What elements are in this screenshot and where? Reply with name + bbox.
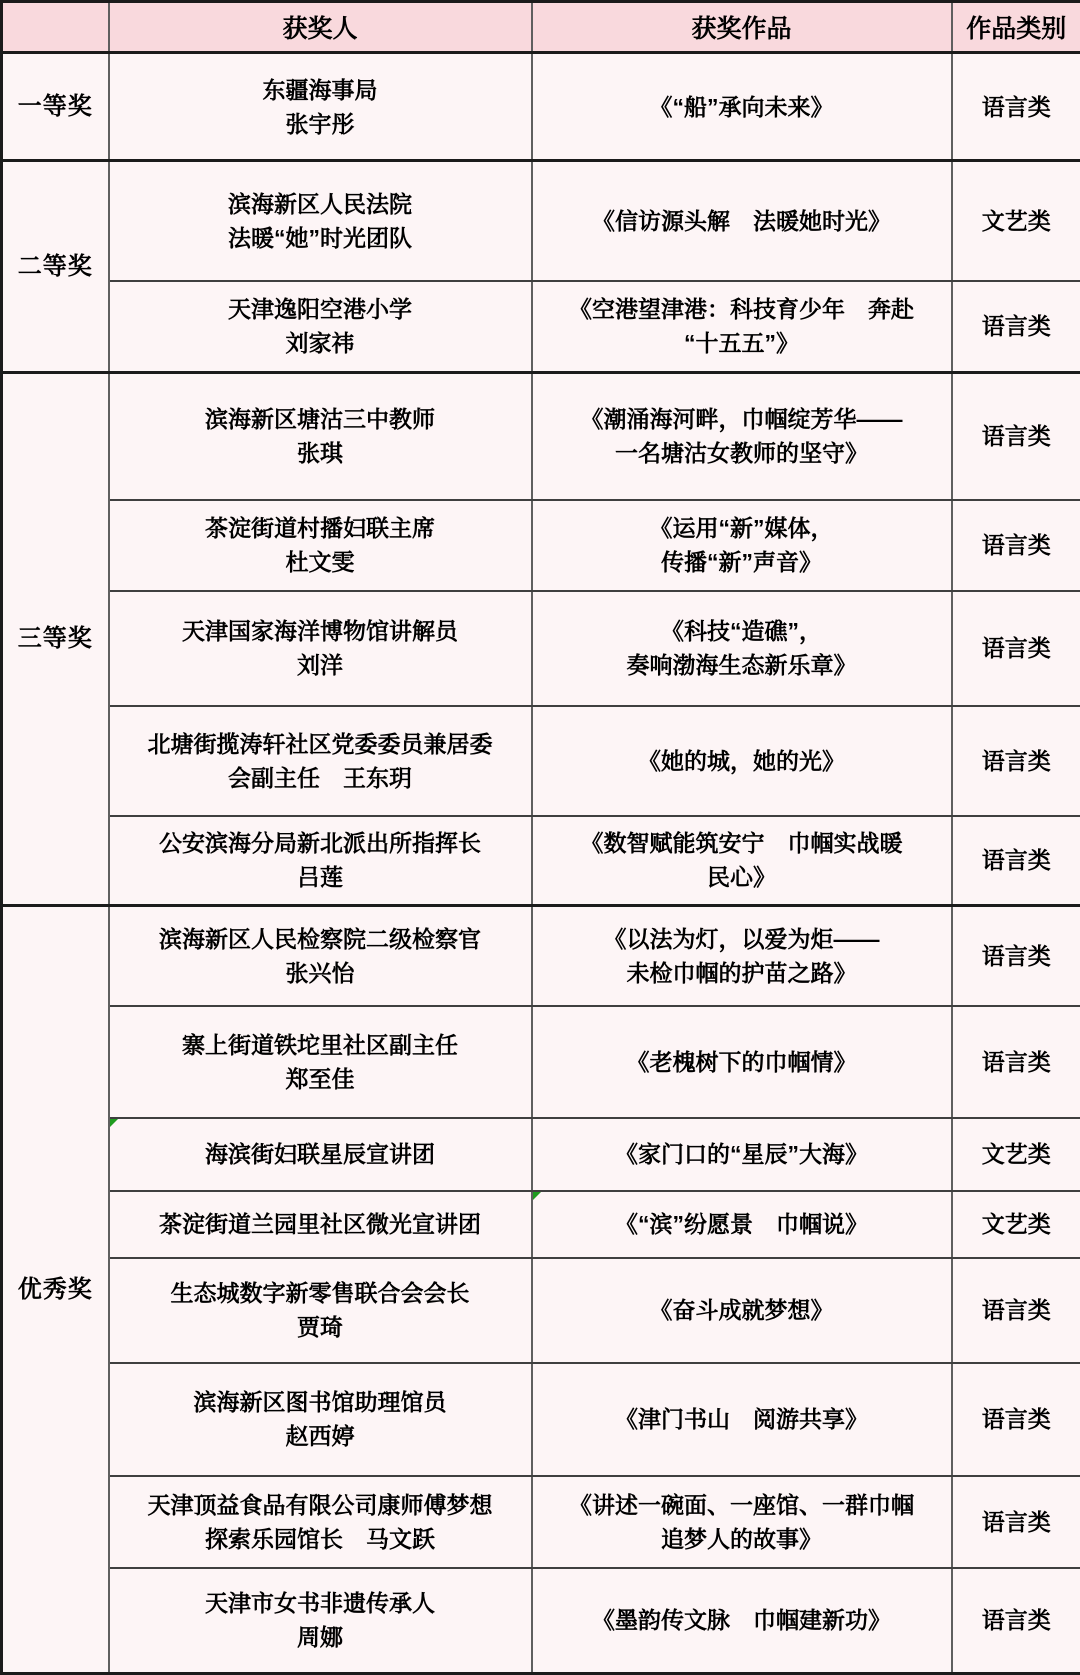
- award-level-cell: 二等奖: [2, 161, 109, 373]
- header-category: 作品类别: [952, 2, 1080, 53]
- work-cell: 《奋斗成就梦想》: [532, 1258, 952, 1363]
- work-cell: 《墨韵传文脉 巾帼建新功》: [532, 1568, 952, 1674]
- table-row: [2, 281, 1080, 373]
- table-row: [2, 1258, 1080, 1363]
- category-cell: 语言类: [952, 906, 1080, 1006]
- header-work: 获奖作品: [532, 2, 952, 53]
- category-cell: 语言类: [952, 53, 1080, 161]
- work-cell: 《讲述一碗面、一座馆、一群巾帼 追梦人的故事》: [532, 1476, 952, 1568]
- table-row: [2, 706, 1080, 816]
- category-cell: 语言类: [952, 816, 1080, 906]
- winner-cell: 滨海新区人民检察院二级检察官 张兴怡: [109, 906, 532, 1006]
- cell-comment-marker: [533, 1192, 541, 1200]
- work-cell: 《空港望津港：科技育少年 奔赴 “十五五”》: [532, 281, 952, 373]
- winner-cell: 寨上街道铁坨里社区副主任 郑至佳: [109, 1006, 532, 1118]
- work-cell: 《潮涌海河畔，巾帼绽芳华—— 一名塘沽女教师的坚守》: [532, 373, 952, 500]
- award-level-cell: 优秀奖: [2, 906, 109, 1674]
- work-cell: 《“船”承向未来》: [532, 53, 952, 161]
- table-row: [2, 53, 1080, 161]
- work-cell: 《以法为灯，以爱为炬—— 未检巾帼的护苗之路》: [532, 906, 952, 1006]
- winner-cell: 东疆海事局 张宇彤: [109, 53, 532, 161]
- winner-cell: 天津国家海洋博物馆讲解员 刘洋: [109, 591, 532, 706]
- winner-cell: 茶淀街道兰园里社区微光宣讲团: [109, 1191, 532, 1258]
- category-cell: 语言类: [952, 1363, 1080, 1476]
- table-row: [2, 1191, 1080, 1258]
- category-cell: 文艺类: [952, 161, 1080, 281]
- award-level-cell: 三等奖: [2, 373, 109, 906]
- category-cell: 语言类: [952, 1476, 1080, 1568]
- cell-comment-marker: [110, 1119, 118, 1127]
- table-row: [2, 816, 1080, 906]
- table-row: [2, 373, 1080, 500]
- work-cell: 《家门口的“星辰”大海》: [532, 1118, 952, 1191]
- winner-cell: 滨海新区人民法院 法暖“她”时光团队: [109, 161, 532, 281]
- work-cell: 《数智赋能筑安宁 巾帼实战暖 民心》: [532, 816, 952, 906]
- table-row: [2, 1568, 1080, 1674]
- table-row: [2, 591, 1080, 706]
- winner-cell: 北塘街揽涛轩社区党委委员兼居委 会副主任 王东玥: [109, 706, 532, 816]
- category-cell: 语言类: [952, 373, 1080, 500]
- table-row: [2, 906, 1080, 1006]
- header-award-level: [2, 2, 109, 53]
- table-row: [2, 1118, 1080, 1191]
- work-cell: 《运用“新”媒体， 传播“新”声音》: [532, 500, 952, 591]
- table-row: [2, 500, 1080, 591]
- category-cell: 语言类: [952, 591, 1080, 706]
- category-cell: 语言类: [952, 1006, 1080, 1118]
- category-cell: 语言类: [952, 706, 1080, 816]
- category-cell: 语言类: [952, 1568, 1080, 1674]
- winner-cell: 天津逸阳空港小学 刘家祎: [109, 281, 532, 373]
- winner-cell: 天津顶益食品有限公司康师傅梦想 探索乐园馆长 马文跃: [109, 1476, 532, 1568]
- work-cell: 《科技“造礁”， 奏响渤海生态新乐章》: [532, 591, 952, 706]
- winner-cell: 滨海新区塘沽三中教师 张琪: [109, 373, 532, 500]
- winner-cell: 生态城数字新零售联合会会长 贾琦: [109, 1258, 532, 1363]
- work-cell: 《信访源头解 法暖她时光》: [532, 161, 952, 281]
- header-winner: 获奖人: [109, 2, 532, 53]
- award-level-cell: 一等奖: [2, 53, 109, 161]
- table-row: [2, 161, 1080, 281]
- category-cell: 文艺类: [952, 1118, 1080, 1191]
- awards-table-body: [2, 53, 1080, 1674]
- category-cell: 语言类: [952, 500, 1080, 591]
- category-cell: 语言类: [952, 281, 1080, 373]
- header-row: [2, 2, 1080, 53]
- category-cell: 语言类: [952, 1258, 1080, 1363]
- work-cell: 《“滨”纷愿景 巾帼说》: [532, 1191, 952, 1258]
- winner-cell: 茶淀街道村播妇联主席 杜文雯: [109, 500, 532, 591]
- work-cell: 《老槐树下的巾帼情》: [532, 1006, 952, 1118]
- table-row: [2, 1006, 1080, 1118]
- table-row: [2, 1363, 1080, 1476]
- category-cell: 文艺类: [952, 1191, 1080, 1258]
- winner-cell: 海滨街妇联星辰宣讲团: [109, 1118, 532, 1191]
- work-cell: 《她的城，她的光》: [532, 706, 952, 816]
- winner-cell: 公安滨海分局新北派出所指挥长 吕莲: [109, 816, 532, 906]
- table-row: [2, 1476, 1080, 1568]
- winner-cell: 天津市女书非遗传承人 周娜: [109, 1568, 532, 1674]
- work-cell: 《津门书山 阅游共享》: [532, 1363, 952, 1476]
- winner-cell: 滨海新区图书馆助理馆员 赵西婷: [109, 1363, 532, 1476]
